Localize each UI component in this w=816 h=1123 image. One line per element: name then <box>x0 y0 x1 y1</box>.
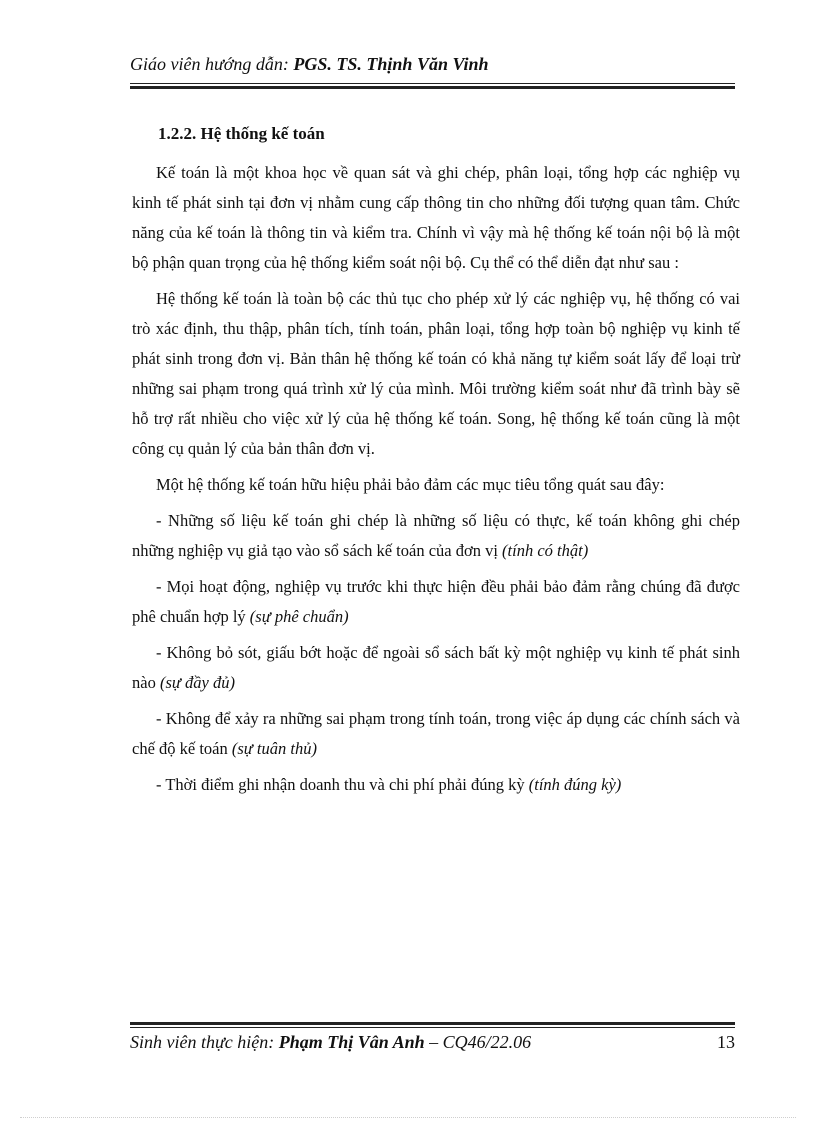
advisor-name: PGS. TS. Thịnh Văn Vinh <box>293 54 489 74</box>
paragraph: Kế toán là một khoa học về quan sát và ghi chép, phân loại, tổng hợp các nghiệp vụ kinh tế phát sinh tại đơn vị nhằm cung cấp thông tin cho những đối tượng quan tâm. Chức năng của kế toán là thông tin và kiểm tra. Chính vì vậy mà hệ thống kế toán nội bộ là một bộ phận quan trọng của hệ thống kiểm soát nội bộ. Cụ thể có thể diễn đạt như sau : <box>132 163 740 272</box>
list-item: - Những số liệu kế toán ghi chép là những số liệu có thực, kế toán không ghi chép những nghiệp vụ giả tạo vào sổ sách kế toán của đơn vị (tính có thật) <box>132 511 740 560</box>
list-item: - Không bỏ sót, giấu bớt hoặc để ngoài sổ sách bất kỳ một nghiệp vụ kinh tế phát sinh nào (sự đầy đủ) <box>132 643 740 692</box>
footer-prefix: Sinh viên thực hiện: <box>130 1032 279 1052</box>
list-item: - Không để xảy ra những sai phạm trong tính toán, trong việc áp dụng các chính sách và chế độ kế toán (sự tuân thủ) <box>132 709 740 758</box>
section-title: 1.2.2. Hệ thống kế toán <box>158 124 325 143</box>
student-class: – CQ46/22.06 <box>424 1032 532 1052</box>
page-header <box>130 52 735 76</box>
footer-rule-thick <box>130 1022 735 1025</box>
page-number: 13 <box>717 1032 735 1052</box>
list-item: - Mọi hoạt động, nghiệp vụ trước khi thực hiện đều phải bảo đảm rằng chúng đã được phê chuẩn hợp lý (sự phê chuẩn) <box>132 577 740 626</box>
student-name: Phạm Thị Vân Anh <box>278 1032 425 1052</box>
header-rule-thin <box>130 83 735 84</box>
paragraph: Một hệ thống kế toán hữu hiệu phải bảo đảm các mục tiêu tổng quát sau đây: <box>156 475 665 494</box>
header-rule-thick <box>130 86 735 89</box>
paragraph: Hệ thống kế toán là toàn bộ các thủ tục cho phép xử lý các nghiệp vụ, hệ thống có vai trò xác định, thu thập, phân tích, tính toán, phân loại, tổng hợp toàn bộ nghiệp vụ kinh tế phát sinh trong đơn vị. Bản thân hệ thống kế toán có khả năng tự kiểm soát lấy để loại trừ những sai phạm trong quá trình xử lý của mình. Môi trường kiểm soát như đã trình bày sẽ hỗ trợ rất nhiều cho việc xử lý của hệ thống kế toán. Song, hệ thống kế toán cũng là một công cụ quản lý của bản thân đơn vị. <box>132 289 740 458</box>
list-item-note: (tính có thật) <box>502 541 589 560</box>
page-footer <box>130 1030 735 1054</box>
list-item: - Thời điểm ghi nhận doanh thu và chi phí phải đúng kỳ (tính đúng kỳ) <box>156 775 622 794</box>
list-item-note: (sự đầy đủ) <box>159 673 235 692</box>
footer-rule-thin <box>130 1027 735 1028</box>
body-text <box>132 158 740 806</box>
list-item-note: (sự phê chuẩn) <box>249 607 349 626</box>
list-item-note: (sự tuân thủ) <box>231 739 317 758</box>
header-prefix: Giáo viên hướng dẫn: <box>130 54 294 74</box>
list-item-note: (tính đúng kỳ) <box>528 775 622 794</box>
page-bottom-dotted-line <box>20 1117 796 1118</box>
